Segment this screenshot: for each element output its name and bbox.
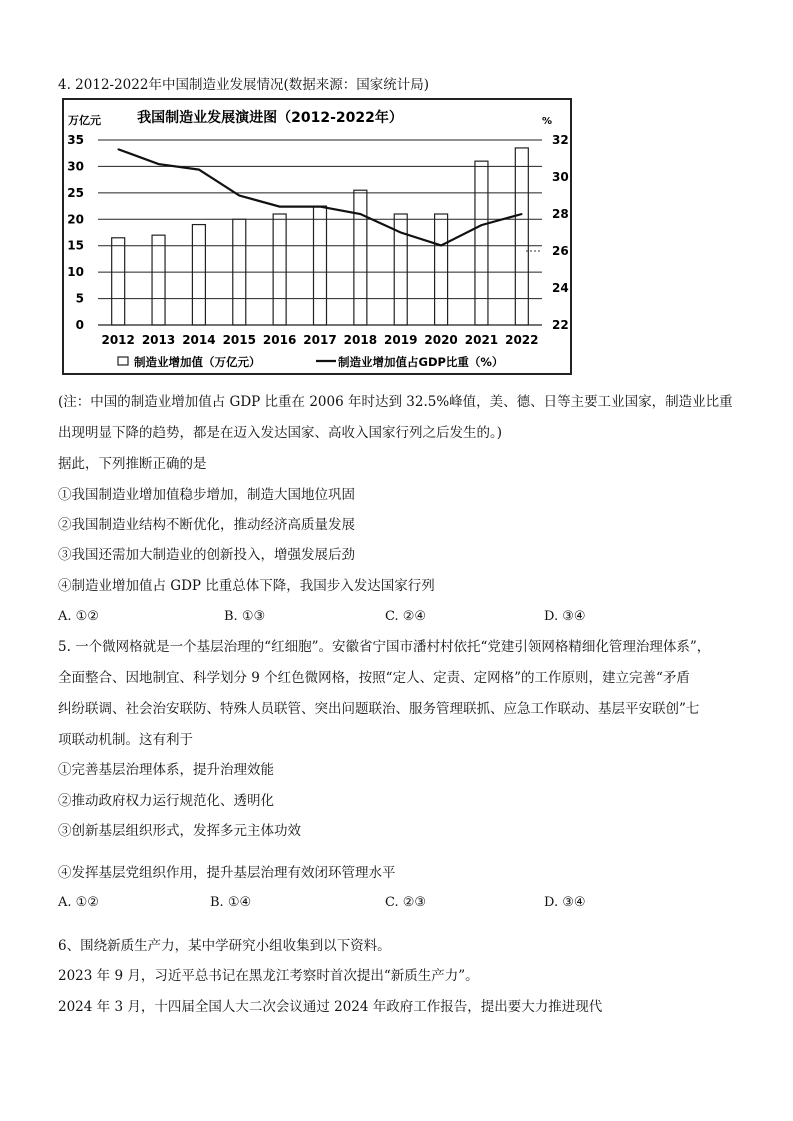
q5-line-2: 全面整合、因地制宜、科学划分 9 个红色微网格，按照“定人、定责、定网格”的工作原则，建立完善“矛盾 xyxy=(58,670,690,686)
q5-line-4: 项联动机制。这有利于 xyxy=(58,732,193,748)
gdp-share-point-2012 xyxy=(117,148,119,150)
x-tick-label: 2022 xyxy=(505,333,539,347)
x-tick-label: 2018 xyxy=(343,333,378,347)
manufacturing-chart xyxy=(62,98,572,375)
gdp-share-point-2022 xyxy=(521,213,523,215)
q5-item-2: ②推动政府权力运行规范化、透明化 xyxy=(58,793,274,809)
gdp-share-point-2019 xyxy=(400,232,402,234)
x-tick-label: 2020 xyxy=(424,333,458,347)
left-tick-label: 5 xyxy=(75,291,84,306)
bar-2018 xyxy=(354,190,367,325)
q4-item-4: ④制造业增加值占 GDP 比重总体下降，我国步入发达国家行列 xyxy=(58,578,435,594)
gdp-share-point-2016 xyxy=(279,206,281,208)
right-axis-label: % xyxy=(542,116,553,127)
right-tick-label: 24 xyxy=(552,281,569,295)
q5-option-d[interactable]: D. ③④ xyxy=(544,895,586,910)
left-tick-label: 30 xyxy=(67,159,84,174)
x-tick-label: 2019 xyxy=(384,333,418,347)
bar-2016 xyxy=(273,214,286,325)
chart-title: 我国制造业发展演进图（2012-2022年） xyxy=(137,110,403,126)
x-tick-label: 2017 xyxy=(303,333,337,347)
gdp-share-point-2020 xyxy=(440,245,442,247)
q4-item-2: ②我国制造业结构不断优化，推动经济高质量发展 xyxy=(58,517,355,533)
q6-line-1: 6、围绕新质生产力，某中学研究小组收集到以下资料。 xyxy=(58,938,391,954)
bar-2021 xyxy=(475,161,488,325)
legend-line-label: 制造业增加值占GDP比重（%） xyxy=(338,355,504,369)
left-tick-label: 15 xyxy=(67,238,84,253)
bar-2012 xyxy=(112,238,125,325)
right-tick-label: 28 xyxy=(552,207,569,221)
x-tick-label: 2016 xyxy=(262,333,297,347)
q4-item-1: ①我国制造业增加值稳步增加，制造大国地位巩固 xyxy=(58,487,355,503)
left-tick-label: 25 xyxy=(67,185,84,200)
q6-line-3: 2024 年 3 月，十四届全国人大二次会议通过 2024 年政府工作报告，提出要大力推进现代 xyxy=(58,999,603,1015)
q5-line-1: 5. 一个微网格就是一个基层治理的“红细胞”。安徽省宁国市潘村村依托“党建引领网格精细化管理治理体系”， xyxy=(58,639,711,655)
right-tick-label: 30 xyxy=(552,170,569,184)
legend-bar-label: 制造业增加值（万亿元） xyxy=(134,355,261,369)
q4-note-line2: 出现明显下降的趋势，都是在迈入发达国家、高收入国家行列之后发生的。) xyxy=(58,425,503,441)
bar-2014 xyxy=(192,225,205,325)
x-tick-label: 2015 xyxy=(222,333,256,347)
q5-option-a[interactable]: A. ①② xyxy=(58,895,99,910)
q4-option-b[interactable]: B. ①③ xyxy=(224,609,266,624)
gdp-share-point-2014 xyxy=(198,169,200,171)
bar-2020 xyxy=(435,214,448,325)
right-tick-label: 32 xyxy=(552,133,569,147)
chart-canvas xyxy=(64,100,570,373)
q4-option-a[interactable]: A. ①② xyxy=(58,609,99,624)
x-tick-label: 2021 xyxy=(464,333,499,347)
bar-2013 xyxy=(152,235,165,325)
right-tick-label: 26 xyxy=(552,244,569,258)
q4-note-line1: (注：中国的制造业增加值占 GDP 比重在 2006 年时达到 32.5%峰值，美、德、日等主要工业国家，制造业比重 xyxy=(58,394,733,410)
gdp-share-point-2017 xyxy=(319,206,321,208)
q5-option-c[interactable]: C. ②③ xyxy=(385,895,427,910)
q4-item-3: ③我国还需加大制造业的创新投入，增强发展后劲 xyxy=(58,547,355,563)
right-tick-label: 22 xyxy=(552,318,569,332)
gdp-share-point-2018 xyxy=(360,213,362,215)
q5-item-4: ④发挥基层党组织作用，提升基层治理有效闭环管理水平 xyxy=(58,865,396,881)
q4-stem: 据此，下列推断正确的是 xyxy=(58,456,207,472)
x-tick-label: 2014 xyxy=(182,333,216,347)
left-tick-label: 10 xyxy=(67,265,84,280)
left-axis-label: 万亿元 xyxy=(68,114,101,127)
x-tick-label: 2012 xyxy=(101,333,135,347)
gdp-share-point-2015 xyxy=(238,195,240,197)
q5-item-1: ①完善基层治理体系，提升治理效能 xyxy=(58,762,274,778)
left-tick-label: 20 xyxy=(67,212,84,227)
bar-2017 xyxy=(314,206,327,325)
legend-bar-swatch xyxy=(118,357,128,365)
q5-item-3: ③创新基层组织形式，发挥多元主体功效 xyxy=(58,823,301,839)
left-tick-label: 0 xyxy=(75,318,84,332)
q4-option-c[interactable]: C. ②④ xyxy=(385,609,427,624)
q5-line-3: 纠纷联调、社会治安联防、特殊人员联管、突出问题联治、服务管理联抓、应急工作联动、基层平安联创”七 xyxy=(58,701,700,717)
x-tick-label: 2013 xyxy=(141,333,176,347)
q5-option-b[interactable]: B. ①④ xyxy=(210,895,252,910)
q4-option-d[interactable]: D. ③④ xyxy=(544,609,586,624)
gdp-share-point-2021 xyxy=(481,224,483,226)
left-tick-label: 35 xyxy=(67,133,84,147)
q4-heading: 4. 2012-2022年中国制造业发展情况(数据来源：国家统计局) xyxy=(58,77,429,93)
q6-line-2: 2023 年 9 月，习近平总书记在黑龙江考察时首次提出“新质生产力”。 xyxy=(58,968,479,984)
gdp-share-point-2013 xyxy=(158,163,160,165)
